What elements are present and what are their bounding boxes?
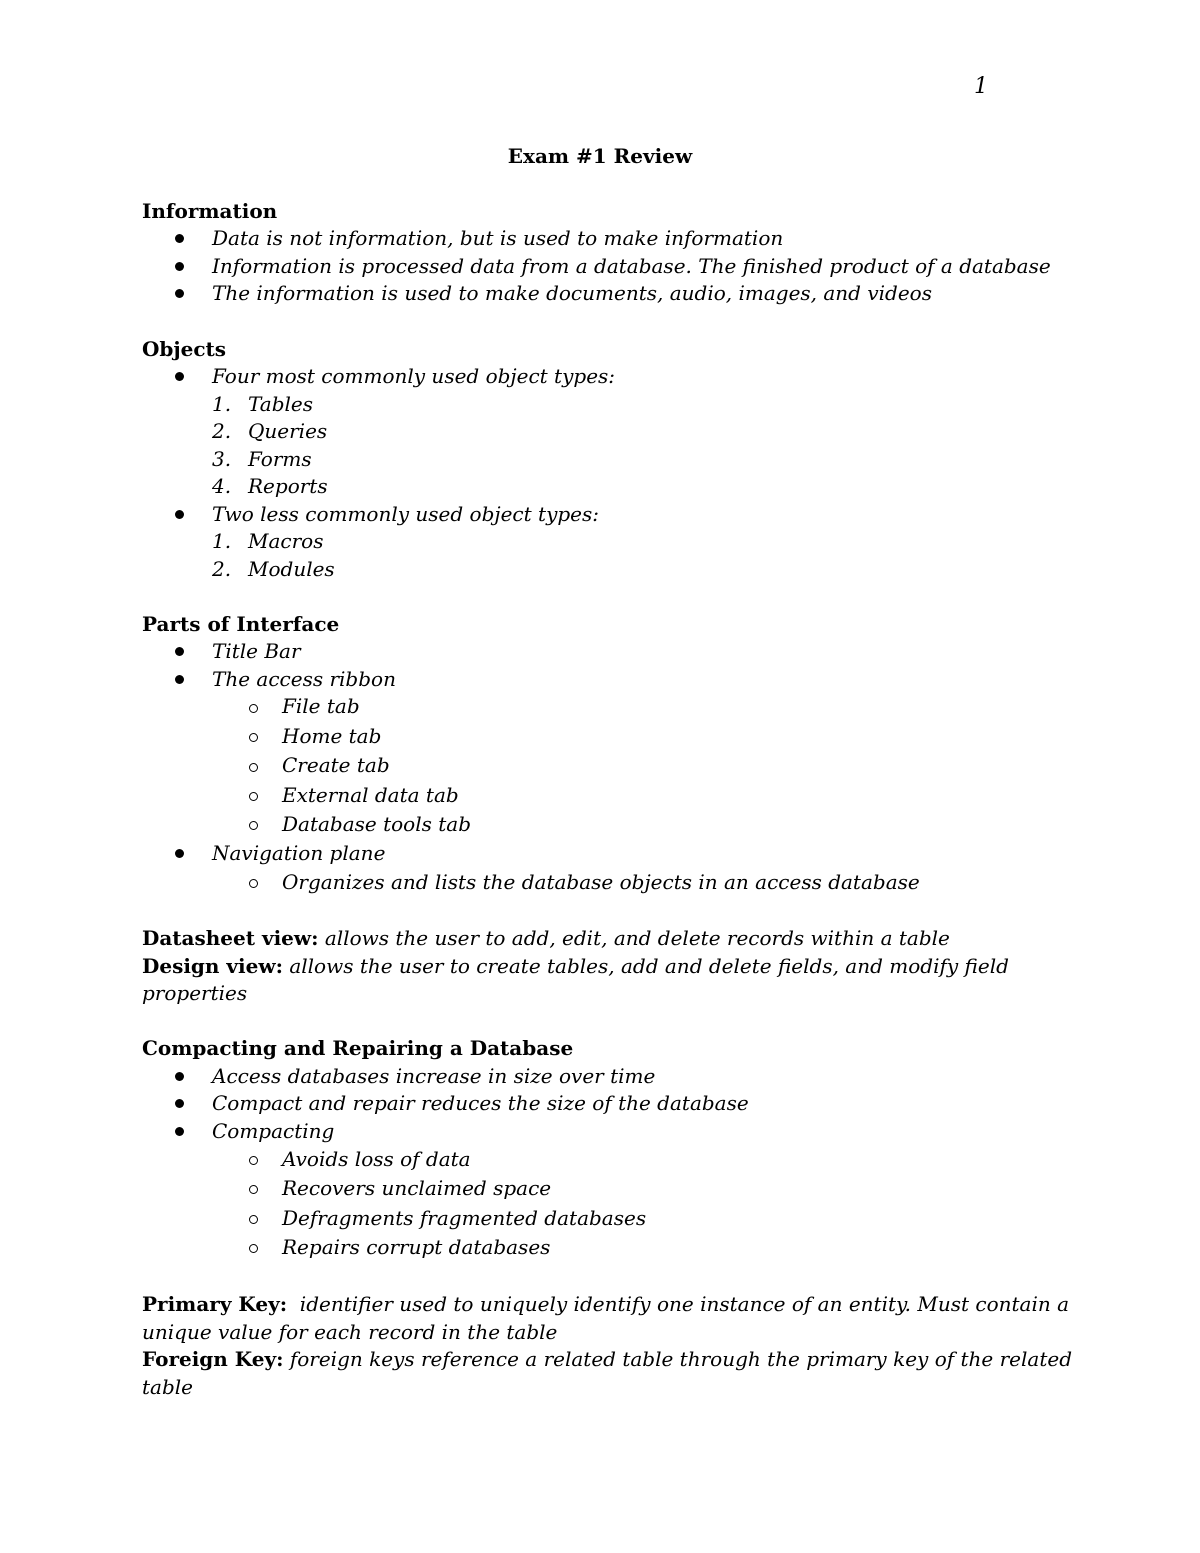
list-item: Modules bbox=[248, 557, 335, 581]
list-number: 2. bbox=[212, 557, 232, 581]
term-label: Foreign Key: bbox=[142, 1347, 284, 1371]
list-item: The information is used to make documents, audio, images, and videos bbox=[212, 281, 932, 305]
list-number: 3. bbox=[212, 447, 232, 471]
sub-list-item: Create tab bbox=[282, 753, 390, 777]
list-number: 1. bbox=[212, 529, 232, 553]
primary-key-continued: unique value for each record in the table bbox=[142, 1320, 558, 1344]
bullet-icon bbox=[175, 1127, 184, 1136]
sub-list-item: Repairs corrupt databases bbox=[282, 1235, 551, 1259]
circle-bullet-icon bbox=[249, 821, 258, 830]
bullet-icon bbox=[175, 510, 184, 519]
list-item: Forms bbox=[248, 447, 312, 471]
term-label: Design view: bbox=[142, 954, 283, 978]
primary-key-paragraph bbox=[142, 1290, 1069, 1318]
list-item: The access ribbon bbox=[212, 667, 396, 691]
circle-bullet-icon bbox=[249, 792, 258, 801]
term-definition: foreign keys reference a related table through the primary key of the related bbox=[283, 1347, 1073, 1371]
list-number: 2. bbox=[212, 419, 232, 443]
circle-bullet-icon bbox=[249, 763, 258, 772]
circle-bullet-icon bbox=[249, 879, 258, 888]
sub-list-item: Recovers unclaimed space bbox=[282, 1176, 552, 1200]
list-number: 1. bbox=[212, 392, 232, 416]
term-label: Primary Key: bbox=[142, 1292, 288, 1316]
design-view-paragraph bbox=[142, 952, 1009, 980]
circle-bullet-icon bbox=[249, 1156, 258, 1165]
foreign-key-continued: table bbox=[142, 1375, 193, 1399]
list-item: Four most commonly used object types: bbox=[212, 364, 616, 388]
bullet-icon bbox=[175, 289, 184, 298]
term-definition: allows the user to add, edit, and delete records within a table bbox=[318, 926, 950, 950]
section-heading-objects: Objects bbox=[142, 337, 227, 361]
list-item: Compacting bbox=[212, 1119, 335, 1143]
section-heading-information: Information bbox=[142, 199, 278, 223]
sub-list-item: Defragments fragmented databases bbox=[282, 1206, 647, 1230]
list-item: Compact and repair reduces the size of the database bbox=[212, 1091, 749, 1115]
datasheet-view-paragraph bbox=[142, 924, 950, 952]
list-item: Tables bbox=[248, 392, 314, 416]
list-item: Access databases increase in size over time bbox=[212, 1064, 656, 1088]
list-item: Queries bbox=[248, 419, 328, 443]
bullet-icon bbox=[175, 1099, 184, 1108]
list-number: 4. bbox=[212, 474, 232, 498]
list-item: Macros bbox=[248, 529, 324, 553]
term-label: Datasheet view: bbox=[142, 926, 319, 950]
page-title: Exam #1 Review bbox=[507, 144, 693, 168]
term-definition: identifier used to uniquely identify one instance of an entity. Must contain a bbox=[287, 1292, 1070, 1316]
section-heading-interface: Parts of Interface bbox=[142, 612, 340, 636]
circle-bullet-icon bbox=[249, 1244, 258, 1253]
bullet-icon bbox=[175, 372, 184, 381]
bullet-icon bbox=[175, 262, 184, 271]
term-definition: allows the user to create tables, add and delete fields, and modify field bbox=[282, 954, 1009, 978]
sub-list-item: Database tools tab bbox=[282, 812, 472, 836]
sub-list-item: Avoids loss of data bbox=[282, 1147, 471, 1171]
list-item: Two less commonly used object types: bbox=[212, 502, 600, 526]
foreign-key-paragraph bbox=[142, 1345, 1072, 1373]
list-item: Information is processed data from a database. The finished product of a database bbox=[212, 254, 1051, 278]
sub-list-item: Home tab bbox=[282, 724, 382, 748]
bullet-icon bbox=[175, 234, 184, 243]
section-heading-compacting: Compacting and Repairing a Database bbox=[142, 1036, 574, 1060]
bullet-icon bbox=[175, 647, 184, 656]
list-item: Data is not information, but is used to make information bbox=[212, 226, 784, 250]
circle-bullet-icon bbox=[249, 1215, 258, 1224]
bullet-icon bbox=[175, 849, 184, 858]
sub-list-item: Organizes and lists the database objects in an access database bbox=[282, 870, 920, 894]
circle-bullet-icon bbox=[249, 1185, 258, 1194]
list-item: Reports bbox=[248, 474, 328, 498]
sub-list-item: File tab bbox=[282, 694, 360, 718]
list-item: Navigation plane bbox=[212, 841, 386, 865]
circle-bullet-icon bbox=[249, 733, 258, 742]
circle-bullet-icon bbox=[249, 704, 258, 713]
sub-list-item: External data tab bbox=[282, 783, 459, 807]
design-view-continued: properties bbox=[142, 981, 248, 1005]
list-item: Title Bar bbox=[212, 639, 301, 663]
page-number: 1 bbox=[974, 74, 988, 99]
bullet-icon bbox=[175, 1072, 184, 1081]
bullet-icon bbox=[175, 675, 184, 684]
